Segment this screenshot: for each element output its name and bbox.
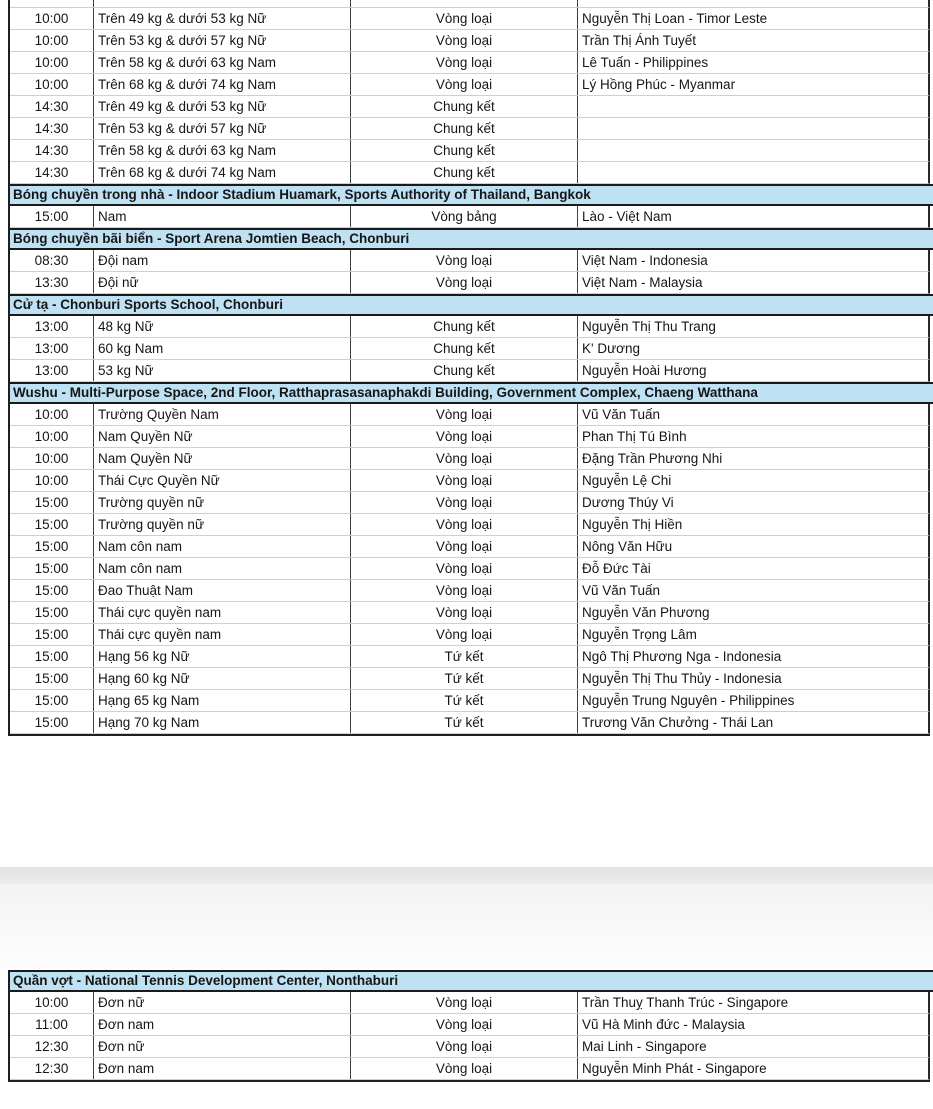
schedule-row <box>10 602 930 624</box>
event-cell: Trên 53 kg & dưới 57 kg Nữ <box>94 30 351 51</box>
participant-cell: Lý Hồng Phúc - Myanmar <box>582 77 736 92</box>
event-cell: Hạng 56 kg Nữ <box>94 646 351 667</box>
time-cell: 08:30 <box>10 250 94 271</box>
participant-cell: Trương Văn Chưởng - Thái Lan <box>582 715 774 730</box>
participant-cell: Phan Thị Tú Bình <box>582 429 687 444</box>
round-cell: Vòng loại <box>351 580 578 601</box>
participant-cell <box>578 162 928 183</box>
event-cell: Hạng 60 kg Nữ <box>94 668 351 689</box>
event-cell: 53 kg Nữ <box>94 360 351 381</box>
time-cell: 12:30 <box>10 1036 94 1057</box>
round-cell: Vòng loại <box>351 426 578 447</box>
event-cell <box>94 0 351 7</box>
event-cell: Đội nam <box>94 250 351 271</box>
round-cell: Vòng loại <box>351 536 578 557</box>
time-cell: 10:00 <box>10 8 94 29</box>
participant-cell: Việt Nam - Indonesia <box>582 253 708 268</box>
upper-schedule-table <box>8 0 930 736</box>
participant-cell: Trần Thuỵ Thanh Trúc - Singapore <box>582 995 789 1010</box>
event-cell: Trên 49 kg & dưới 53 kg Nữ <box>94 8 351 29</box>
time-cell: 13:00 <box>10 316 94 337</box>
event-cell: Nam Quyền Nữ <box>94 426 351 447</box>
event-cell: Đơn nữ <box>94 1036 351 1057</box>
round-cell: Chung kết <box>351 140 578 161</box>
participant-cell: Nguyễn Thị Thu Trang <box>582 319 716 334</box>
round-cell: Vòng loại <box>351 272 578 293</box>
round-cell: Vòng loại <box>351 624 578 645</box>
participant-cell: Vũ Văn Tuấn <box>582 583 661 598</box>
participant-cell: Đỗ Đức Tài <box>582 561 651 576</box>
round-cell: Chung kết <box>351 338 578 359</box>
schedule-row <box>10 206 930 228</box>
round-cell: Vòng loại <box>351 1058 578 1079</box>
time-cell: 15:00 <box>10 602 94 623</box>
round-cell: Tứ kết <box>351 646 578 667</box>
event-cell: Trên 49 kg & dưới 53 kg Nữ <box>94 96 351 117</box>
participant-cell: Ngô Thị Phương Nga - Indonesia <box>582 649 782 664</box>
round-cell: Vòng loại <box>351 448 578 469</box>
round-cell: Vòng loại <box>351 514 578 535</box>
page-break-band <box>0 867 933 884</box>
participant-cell: Dương Thúy Vi <box>582 495 674 510</box>
round-cell: Vòng loại <box>351 992 578 1013</box>
schedule-row <box>10 140 930 162</box>
time-cell: 10:00 <box>10 992 94 1013</box>
participant-cell: Nguyễn Hoài Hương <box>582 363 707 378</box>
round-cell: Vòng bảng <box>351 206 578 227</box>
event-cell: Trường quyền nữ <box>94 492 351 513</box>
time-cell: 15:00 <box>10 712 94 733</box>
participant-cell: Đặng Trần Phương Nhi <box>582 451 723 466</box>
schedule-row <box>10 580 930 602</box>
section-header: Bóng chuyền bãi biển - Sport Arena Jomtien Beach, Chonburi <box>10 228 933 250</box>
round-cell: Vòng loại <box>351 52 578 73</box>
time-cell: 15:00 <box>10 536 94 557</box>
event-cell: Trên 58 kg & dưới 63 kg Nam <box>94 140 351 161</box>
schedule-row <box>10 646 930 668</box>
event-cell: Trên 53 kg & dưới 57 kg Nữ <box>94 118 351 139</box>
event-cell: 60 kg Nam <box>94 338 351 359</box>
participant-cell <box>578 118 928 139</box>
truncated-row <box>10 0 930 8</box>
event-cell: Thái Cực Quyền Nữ <box>94 470 351 491</box>
participant-cell: Nguyễn Thị Loan - Timor Leste <box>582 11 768 26</box>
round-cell: Tứ kết <box>351 690 578 711</box>
round-cell: Vòng loại <box>351 404 578 425</box>
event-cell: Trường Quyền Nam <box>94 404 351 425</box>
event-cell: Đơn nam <box>94 1014 351 1035</box>
participant-cell <box>578 96 928 117</box>
schedule-row <box>10 558 930 580</box>
time-cell: 13:30 <box>10 272 94 293</box>
event-cell: Trường quyền nữ <box>94 514 351 535</box>
round-cell: Chung kết <box>351 360 578 381</box>
time-cell: 15:00 <box>10 492 94 513</box>
lower-schedule-table <box>8 970 930 1082</box>
schedule-row <box>10 514 930 536</box>
participant-cell: Vũ Văn Tuấn <box>582 407 661 422</box>
time-cell: 14:30 <box>10 140 94 161</box>
schedule-row <box>10 316 930 338</box>
time-cell: 14:30 <box>10 118 94 139</box>
participant-cell: Nguyễn Thị Thu Thủy - Indonesia <box>582 671 782 686</box>
schedule-row <box>10 536 930 558</box>
schedule-row <box>10 1036 930 1058</box>
schedule-row <box>10 470 930 492</box>
event-cell: 48 kg Nữ <box>94 316 351 337</box>
time-cell: 14:30 <box>10 162 94 183</box>
participant-cell: Nông Văn Hữu <box>582 539 673 554</box>
event-cell: Đơn nam <box>94 1058 351 1079</box>
round-cell: Vòng loại <box>351 1014 578 1035</box>
time-cell: 15:00 <box>10 624 94 645</box>
round-cell: Vòng loại <box>351 250 578 271</box>
participant-cell <box>578 0 928 7</box>
section-header: Cử tạ - Chonburi Sports School, Chonburi <box>10 294 933 316</box>
schedule-row <box>10 250 930 272</box>
participant-cell: Lào - Việt Nam <box>582 209 672 224</box>
schedule-row <box>10 338 930 360</box>
participant-cell: Nguyễn Trọng Lâm <box>582 627 697 642</box>
round-cell: Tứ kết <box>351 712 578 733</box>
time-cell: 11:00 <box>10 1014 94 1035</box>
section-header: Wushu - Multi-Purpose Space, 2nd Floor, Ratthaprasasanaphakdi Building, Government Complex, Chaeng Watthana <box>10 382 933 404</box>
participant-cell <box>578 140 928 161</box>
schedule-row <box>10 448 930 470</box>
event-cell: Nam <box>94 206 351 227</box>
event-cell: Trên 58 kg & dưới 63 kg Nam <box>94 52 351 73</box>
event-cell: Nam côn nam <box>94 536 351 557</box>
page-break-soft-shadow <box>0 884 933 970</box>
round-cell: Tứ kết <box>351 668 578 689</box>
schedule-row <box>10 162 930 184</box>
round-cell: Chung kết <box>351 162 578 183</box>
event-cell: Đơn nữ <box>94 992 351 1013</box>
round-cell: Chung kết <box>351 118 578 139</box>
time-cell <box>10 0 94 7</box>
schedule-row <box>10 74 930 96</box>
time-cell: 15:00 <box>10 206 94 227</box>
round-cell: Vòng loại <box>351 1036 578 1057</box>
participant-cell: Nguyễn Trung Nguyên - Philippines <box>582 693 795 708</box>
schedule-row <box>10 52 930 74</box>
time-cell: 15:00 <box>10 646 94 667</box>
schedule-row <box>10 668 930 690</box>
schedule-row <box>10 404 930 426</box>
round-cell: Vòng loại <box>351 30 578 51</box>
time-cell: 13:00 <box>10 338 94 359</box>
participant-cell: Lê Tuấn - Philippines <box>582 55 709 70</box>
time-cell: 10:00 <box>10 470 94 491</box>
round-cell: Vòng loại <box>351 492 578 513</box>
schedule-row <box>10 690 930 712</box>
time-cell: 10:00 <box>10 74 94 95</box>
schedule-row <box>10 8 930 30</box>
section-header: Quần vợt - National Tennis Development Center, Nonthaburi <box>10 970 933 992</box>
round-cell: Chung kết <box>351 316 578 337</box>
time-cell: 15:00 <box>10 558 94 579</box>
schedule-row <box>10 1014 930 1036</box>
participant-cell: Nguyễn Văn Phương <box>582 605 710 620</box>
time-cell: 15:00 <box>10 514 94 535</box>
round-cell: Vòng loại <box>351 470 578 491</box>
round-cell: Vòng loại <box>351 8 578 29</box>
schedule-row <box>10 992 930 1014</box>
schedule-row <box>10 624 930 646</box>
schedule-row <box>10 30 930 52</box>
time-cell: 10:00 <box>10 448 94 469</box>
event-cell: Đao Thuật Nam <box>94 580 351 601</box>
event-cell: Hạng 65 kg Nam <box>94 690 351 711</box>
time-cell: 10:00 <box>10 52 94 73</box>
round-cell: Vòng loại <box>351 558 578 579</box>
participant-cell: Vũ Hà Minh đức - Malaysia <box>582 1017 745 1032</box>
time-cell: 12:30 <box>10 1058 94 1079</box>
time-cell: 10:00 <box>10 30 94 51</box>
participant-cell: K' Dương <box>582 341 640 356</box>
schedule-row <box>10 1058 930 1080</box>
time-cell: 13:00 <box>10 360 94 381</box>
round-cell <box>351 0 578 7</box>
event-cell: Nam Quyền Nữ <box>94 448 351 469</box>
schedule-row <box>10 272 930 294</box>
event-cell: Trên 68 kg & dưới 74 kg Nam <box>94 162 351 183</box>
round-cell: Chung kết <box>351 96 578 117</box>
schedule-row <box>10 426 930 448</box>
round-cell: Vòng loại <box>351 602 578 623</box>
time-cell: 10:00 <box>10 426 94 447</box>
time-cell: 14:30 <box>10 96 94 117</box>
participant-cell: Nguyễn Minh Phát - Singapore <box>582 1061 767 1076</box>
participant-cell: Mai Linh - Singapore <box>582 1039 707 1054</box>
time-cell: 15:00 <box>10 690 94 711</box>
schedule-row <box>10 712 930 734</box>
participant-cell: Nguyễn Lệ Chi <box>582 473 672 488</box>
event-cell: Đội nữ <box>94 272 351 293</box>
section-header: Bóng chuyền trong nhà - Indoor Stadium Huamark, Sports Authority of Thailand, Bangkok <box>10 184 933 206</box>
time-cell: 10:00 <box>10 404 94 425</box>
schedule-row <box>10 96 930 118</box>
time-cell: 15:00 <box>10 668 94 689</box>
time-cell: 15:00 <box>10 580 94 601</box>
participant-cell: Nguyễn Thị Hiền <box>582 517 683 532</box>
event-cell: Hạng 70 kg Nam <box>94 712 351 733</box>
schedule-row <box>10 360 930 382</box>
event-cell: Nam côn nam <box>94 558 351 579</box>
event-cell: Thái cực quyền nam <box>94 624 351 645</box>
participant-cell: Việt Nam - Malaysia <box>582 275 703 290</box>
event-cell: Thái cực quyền nam <box>94 602 351 623</box>
schedule-row <box>10 492 930 514</box>
schedule-row <box>10 118 930 140</box>
round-cell: Vòng loại <box>351 74 578 95</box>
participant-cell: Trần Thị Ánh Tuyết <box>582 33 697 48</box>
event-cell: Trên 68 kg & dưới 74 kg Nam <box>94 74 351 95</box>
